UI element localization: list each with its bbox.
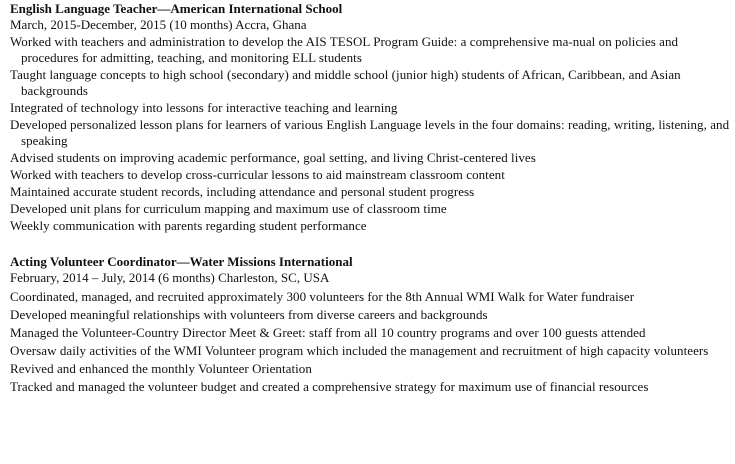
duty-item: Developed meaningful relationships with volunteers from diverse careers and backgrounds — [10, 307, 488, 322]
resume-document — [10, 0, 730, 397]
job-title: English Language Teacher—American International School — [10, 1, 343, 16]
job-entry-ais — [10, 0, 730, 234]
duty-item: Advised students on improving academic performance, goal setting, and living Christ-centered lives — [10, 150, 536, 165]
duty-item: Maintained accurate student records, including attendance and personal student progress — [10, 184, 475, 199]
job-dates-location: March, 2015-December, 2015 (10 months) Accra, Ghana — [10, 17, 307, 32]
duty-item: Weekly communication with parents regarding student performance — [10, 218, 367, 233]
duty-item: Worked with teachers and administration to develop the AIS TESOL Program Guide: a comprehensive ma-nual on policies and procedures for admitting, teaching, and monitoring ELL students — [10, 34, 679, 65]
duty-item: Integrated of technology into lessons for interactive teaching and learning — [10, 100, 398, 115]
duty-item: Managed the Volunteer-Country Director Meet & Greet: staff from all 10 country programs and over 100 guests attended — [10, 325, 646, 340]
job-dates-location: February, 2014 – July, 2014 (6 months) Charleston, SC, USA — [10, 270, 330, 285]
duty-item: Developed personalized lesson plans for learners of various English Language levels in the four domains: reading, writing, listening, and speaking — [10, 117, 730, 148]
job-title: Acting Volunteer Coordinator—Water Missions International — [10, 254, 353, 269]
duty-item: Coordinated, managed, and recruited approximately 300 volunteers for the 8th Annual WMI Walk for Water fundraiser — [10, 289, 635, 304]
duty-item: Revived and enhanced the monthly Volunteer Orientation — [10, 361, 312, 376]
duty-item: Developed unit plans for curriculum mapping and maximum use of classroom time — [10, 201, 447, 216]
job-duties-list — [10, 289, 730, 394]
duty-item: Taught language concepts to high school (secondary) and middle school (junior high) students of African, Caribbean, and Asian backgrounds — [10, 67, 681, 98]
job-entry-wmi — [10, 253, 730, 394]
duty-item: Oversaw daily activities of the WMI Volunteer program which included the management and recruitment of high capacity volunteers — [10, 343, 709, 358]
duty-item: Worked with teachers to develop cross-curricular lessons to aid mainstream classroom content — [10, 167, 505, 182]
duty-item: Tracked and managed the volunteer budget and created a comprehensive strategy for maximum use of financial resources — [10, 379, 649, 394]
job-duties-list — [10, 34, 730, 234]
